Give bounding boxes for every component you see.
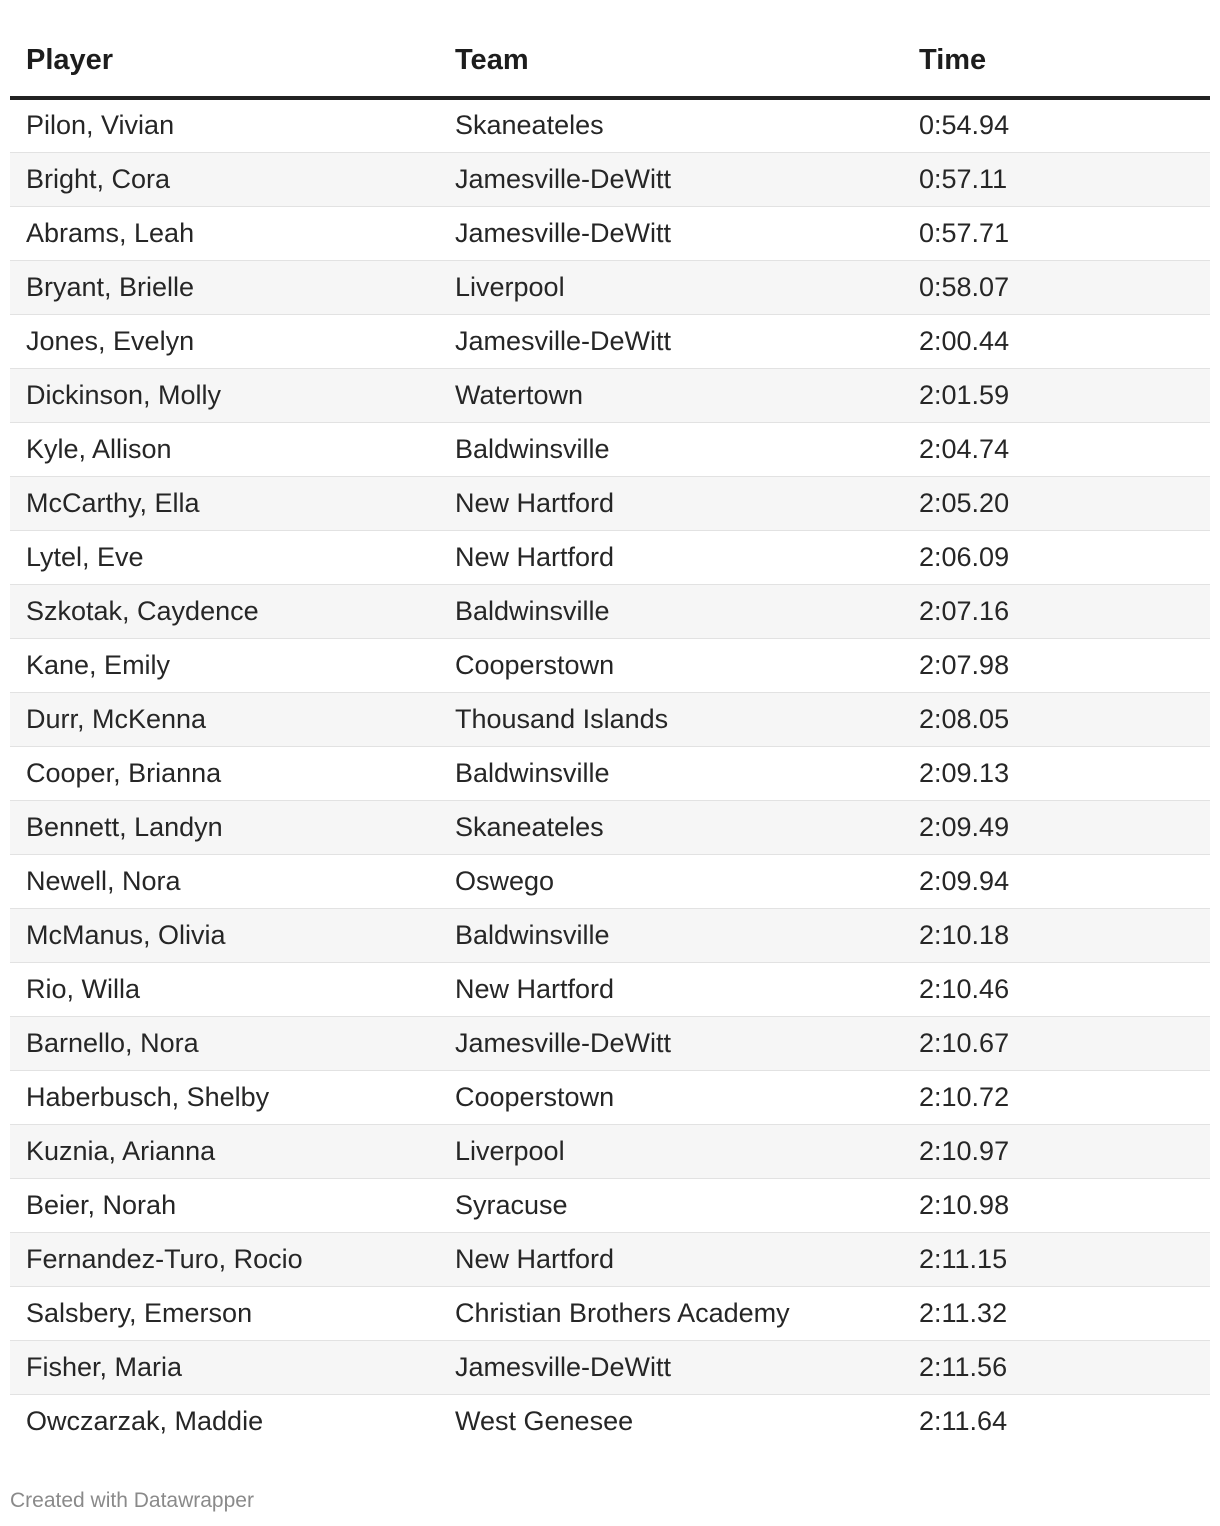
cell-team: Jamesville-DeWitt: [439, 1016, 903, 1070]
cell-time: 2:10.98: [903, 1178, 1210, 1232]
table-row: [10, 854, 1210, 908]
table-row: [10, 584, 1210, 638]
table-row: [10, 314, 1210, 368]
cell-team: Liverpool: [439, 1124, 903, 1178]
footer-credit: Created with Datawrapper: [10, 1489, 254, 1512]
cell-player: Fernandez-Turo, Rocio: [10, 1232, 439, 1286]
cell-time: 2:00.44: [903, 314, 1210, 368]
table-row: [10, 1178, 1210, 1232]
cell-time: 0:57.11: [903, 152, 1210, 206]
cell-player: Barnello, Nora: [10, 1016, 439, 1070]
table-row: [10, 98, 1210, 152]
cell-player: Dickinson, Molly: [10, 368, 439, 422]
table-row: [10, 800, 1210, 854]
table-row: [10, 1340, 1210, 1394]
cell-player: Pilon, Vivian: [10, 98, 439, 152]
cell-time: 2:09.49: [903, 800, 1210, 854]
cell-team: Cooperstown: [439, 1070, 903, 1124]
cell-team: Baldwinsville: [439, 422, 903, 476]
cell-player: Beier, Norah: [10, 1178, 439, 1232]
cell-team: Oswego: [439, 854, 903, 908]
column-header-time[interactable]: Time: [903, 24, 1210, 98]
table-row: [10, 908, 1210, 962]
table-header: [10, 24, 1210, 98]
table-row: [10, 368, 1210, 422]
header-row: [10, 24, 1210, 98]
cell-player: Lytel, Eve: [10, 530, 439, 584]
cell-time: 2:07.98: [903, 638, 1210, 692]
cell-team: Jamesville-DeWitt: [439, 314, 903, 368]
cell-time: 2:05.20: [903, 476, 1210, 530]
column-header-player[interactable]: Player: [10, 24, 439, 98]
table-row: [10, 1070, 1210, 1124]
cell-time: 2:08.05: [903, 692, 1210, 746]
cell-player: McCarthy, Ella: [10, 476, 439, 530]
table-row: [10, 1286, 1210, 1340]
cell-time: 0:58.07: [903, 260, 1210, 314]
cell-time: 2:09.94: [903, 854, 1210, 908]
cell-player: Owczarzak, Maddie: [26, 1405, 264, 1436]
cell-team: New Hartford: [439, 1232, 903, 1286]
cell-player: Kuznia, Arianna: [10, 1124, 439, 1178]
table-body: [10, 98, 1210, 1448]
cell-team: Jamesville-DeWitt: [439, 206, 903, 260]
cell-team: West Genesee: [455, 1405, 634, 1436]
cell-time: 2:07.16: [903, 584, 1210, 638]
cell-player: McManus, Olivia: [10, 908, 439, 962]
table-row: [10, 476, 1210, 530]
cell-team: Cooperstown: [439, 638, 903, 692]
cell-time: 2:10.67: [903, 1016, 1210, 1070]
cell-team: Watertown: [439, 368, 903, 422]
table-row: [10, 692, 1210, 746]
cell-team: Jamesville-DeWitt: [439, 152, 903, 206]
results-table-container: [10, 24, 1210, 1448]
cell-time: 2:10.72: [903, 1070, 1210, 1124]
cell-team: Christian Brothers Academy: [439, 1286, 903, 1340]
table-row: [10, 746, 1210, 800]
table-row: [10, 422, 1210, 476]
cell-team: New Hartford: [439, 962, 903, 1016]
cell-team: Jamesville-DeWitt: [439, 1340, 903, 1394]
cell-team: Baldwinsville: [439, 746, 903, 800]
cell-time: 2:06.09: [903, 530, 1210, 584]
cell-player: Fisher, Maria: [10, 1340, 439, 1394]
column-header-team[interactable]: Team: [439, 24, 903, 98]
cell-time: 0:54.94: [903, 98, 1210, 152]
cell-team: Skaneateles: [439, 98, 903, 152]
table-row: [10, 962, 1210, 1016]
table-row: [10, 152, 1210, 206]
cell-player: Cooper, Brianna: [10, 746, 439, 800]
table-row: [10, 530, 1210, 584]
cell-player: Haberbusch, Shelby: [10, 1070, 439, 1124]
cell-time: 2:09.13: [903, 746, 1210, 800]
cell-player: Abrams, Leah: [10, 206, 439, 260]
cell-time: 0:57.71: [903, 206, 1210, 260]
cell-player: Szkotak, Caydence: [10, 584, 439, 638]
cell-player: Salsbery, Emerson: [10, 1286, 439, 1340]
cell-time: 2:04.74: [903, 422, 1210, 476]
cell-team: Syracuse: [439, 1178, 903, 1232]
cell-player: Bryant, Brielle: [10, 260, 439, 314]
cell-player: Rio, Willa: [10, 962, 439, 1016]
cell-time: 2:01.59: [903, 368, 1210, 422]
cell-team: Baldwinsville: [439, 584, 903, 638]
cell-player: Kane, Emily: [10, 638, 439, 692]
cell-player: Durr, McKenna: [10, 692, 439, 746]
table-row: [10, 1394, 1210, 1448]
cell-player: Bennett, Landyn: [10, 800, 439, 854]
cell-team: Skaneateles: [439, 800, 903, 854]
cell-time: 2:10.18: [903, 908, 1210, 962]
cell-player: Jones, Evelyn: [10, 314, 439, 368]
table-row: [10, 638, 1210, 692]
cell-player: Kyle, Allison: [10, 422, 439, 476]
cell-team: Baldwinsville: [439, 908, 903, 962]
cell-team: New Hartford: [439, 476, 903, 530]
table-row: [10, 1232, 1210, 1286]
table-row: [10, 260, 1210, 314]
cell-time: 2:11.32: [903, 1286, 1210, 1340]
table-row: [10, 206, 1210, 260]
cell-time: 2:11.56: [903, 1340, 1210, 1394]
cell-player: Newell, Nora: [10, 854, 439, 908]
cell-player: Bright, Cora: [10, 152, 439, 206]
table-row: [10, 1016, 1210, 1070]
cell-time: 2:10.97: [903, 1124, 1210, 1178]
cell-team: Thousand Islands: [439, 692, 903, 746]
cell-time: 2:11.15: [903, 1232, 1210, 1286]
cell-time: 2:11.64: [919, 1405, 1008, 1436]
results-table: [10, 24, 1210, 1448]
cell-team: Liverpool: [439, 260, 903, 314]
table-row: [10, 1124, 1210, 1178]
cell-team: New Hartford: [439, 530, 903, 584]
cell-time: 2:10.46: [903, 962, 1210, 1016]
